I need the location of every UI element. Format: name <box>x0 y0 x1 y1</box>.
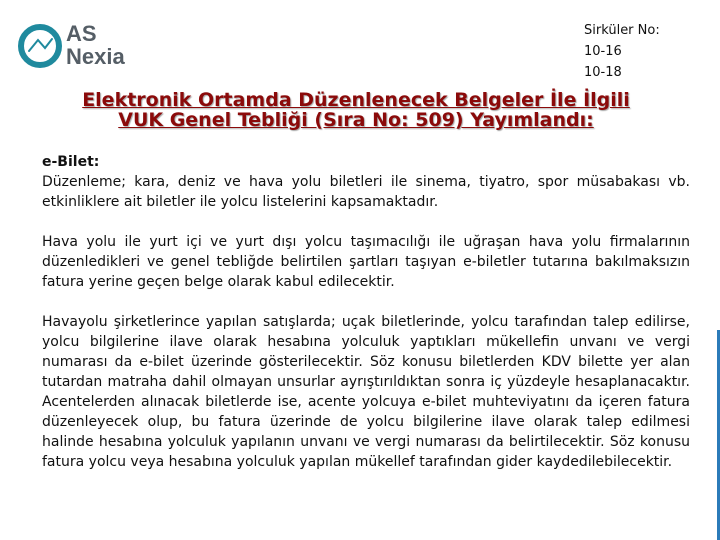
circular-number-2: 10-18 <box>584 65 622 80</box>
document-body <box>42 152 690 472</box>
nexia-ring-logo-icon <box>18 24 62 68</box>
paragraph-3: Havayolu şirketlerince yapılan satışlarda; uçak biletlerinde, yolcu tarafından talep edilirse, yolcu bilgilerine ilave olarak hesabına yolculuk yaptıkları mükellefin unvanı ve vergi numarası da e-bilet üzerinde gösterilecektir. Söz konusu biletlerden KDV bilette yer alan tutardan matraha dahil olmayan unsurlar ayrıştırıldıktan sonra iç yüzdeyle hesaplanacaktır. Acentelerden alınacak biletlerde ise, acente yolcuya e-bilet muhteviyatını da içeren fatura düzenleyecek olup, bu fatura üzerinde de yolcu bilgilerine ilave olarak talep edilmesi halinde hesabına yolculuk yapılanın unvanı ve vergi numarası da belirtilecektir. Söz konusu fatura yolcu veya hesabına yolculuk yapılan mükellef tarafından gider kaydedilebilecektir. <box>42 314 690 470</box>
logo-wordmark <box>66 22 125 68</box>
page-title <box>30 90 682 130</box>
circular-info <box>584 20 660 83</box>
section-subheading: e-Bilet: <box>42 154 100 170</box>
company-logo <box>18 22 130 72</box>
circular-number-1: 10-16 <box>584 44 622 59</box>
paragraph-1: Düzenleme; kara, deniz ve hava yolu biletleri ile sinema, tiyatro, spor müsabakası vb. etkinliklere ait biletler ile yolcu listelerini kapsamaktadır. <box>42 174 690 210</box>
logo-line-2: Nexia <box>66 44 125 69</box>
circular-label: Sirküler No: <box>584 23 660 38</box>
paragraph-2: Hava yolu ile yurt içi ve yurt dışı yolcu taşımacılığı ile uğraşan hava yolu firmalarının düzenledikleri ve genel tebliğde belirtilen şartları taşıyan e-biletler tutarına bakılmaksızın fatura yerine geçen belge olarak kabul edilecektir. <box>42 234 690 290</box>
logo-line-1: AS <box>66 21 97 46</box>
title-line-1: Elektronik Ortamda Düzenlenecek Belgeler İle İlgili <box>82 89 630 111</box>
title-line-2: VUK Genel Tebliği (Sıra No: 509) Yayımlandı: <box>118 109 594 131</box>
